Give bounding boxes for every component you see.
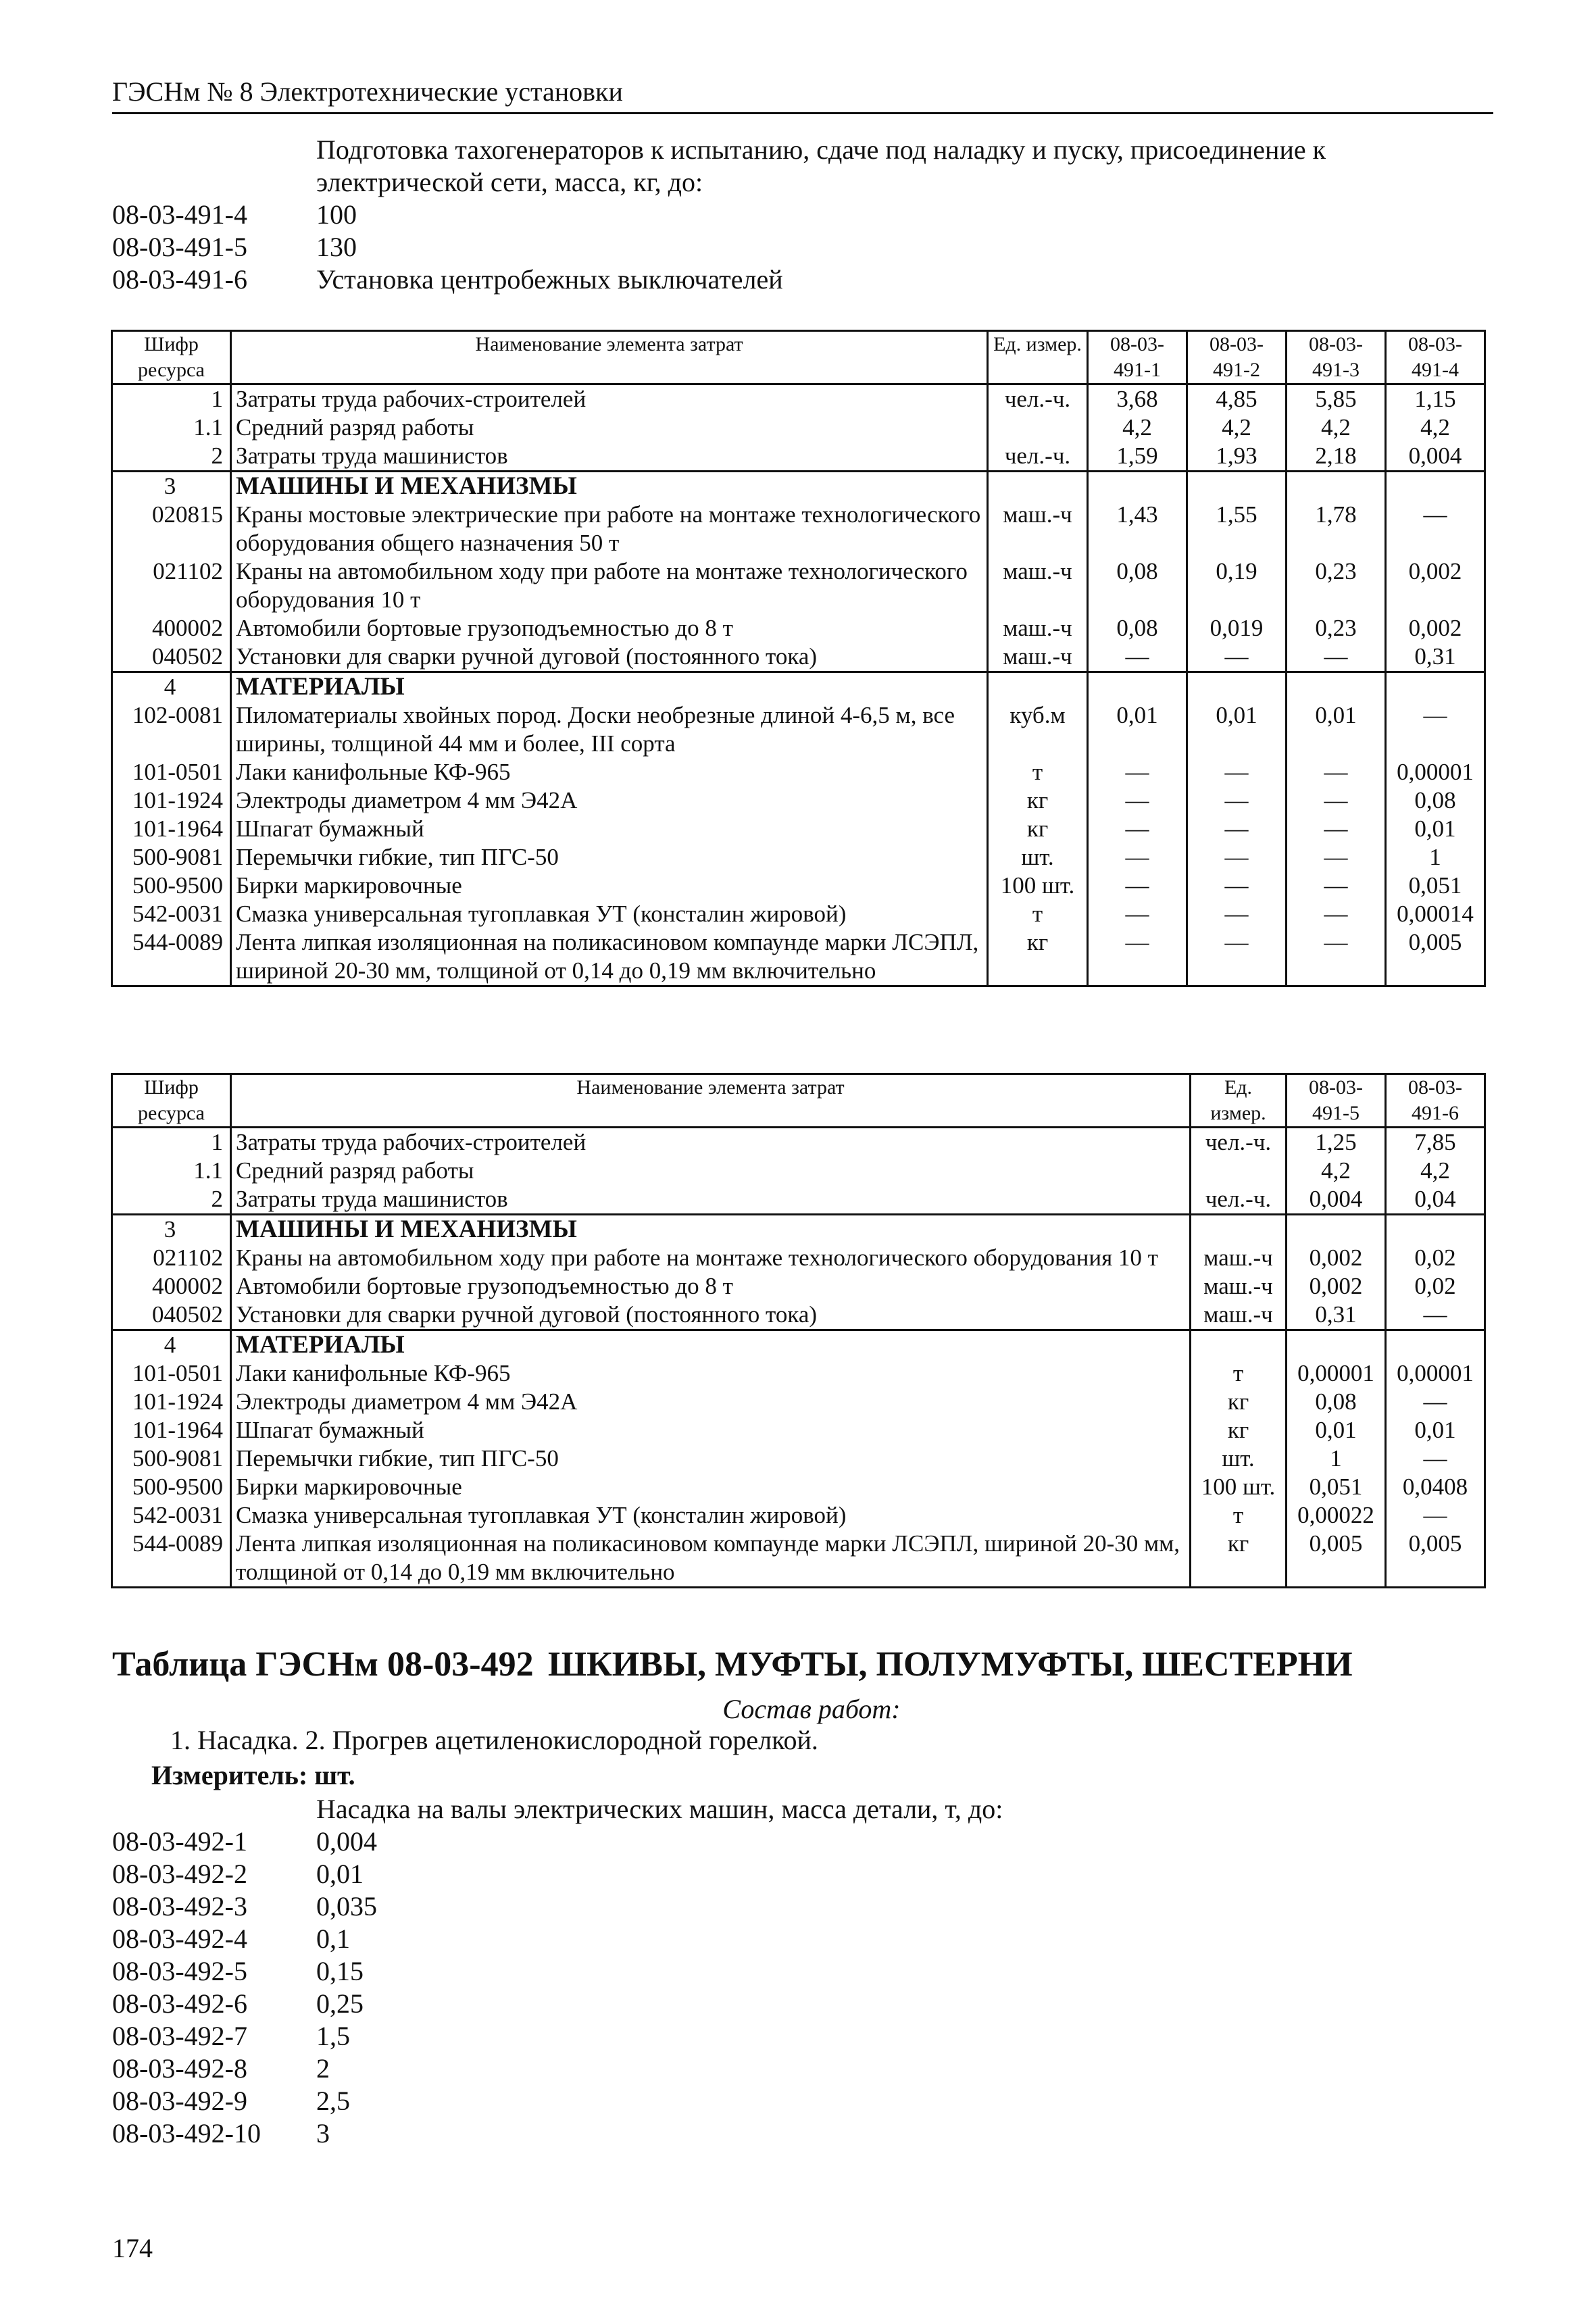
norm-item-code: 08-03-492-5	[112, 1956, 247, 1986]
cell-value: —	[1386, 701, 1485, 758]
table-row	[112, 815, 1485, 843]
cell-name: МАШИНЫ И МЕХАНИЗМЫ	[231, 472, 988, 501]
cell-value	[1386, 1215, 1485, 1244]
norm-item-value: 0,004	[316, 1826, 377, 1857]
norm-item-code: 08-03-492-8	[112, 2053, 247, 2084]
norm-item	[112, 1955, 1003, 1988]
cell-code: 1.1	[112, 1157, 231, 1185]
cell-name: Перемычки гибкие, тип ПГС-50	[231, 843, 988, 872]
cell-unit: маш.-ч	[1191, 1301, 1287, 1330]
cell-value	[1088, 472, 1187, 501]
table-row	[112, 701, 1485, 758]
intro-item-code: 08-03-491-5	[112, 232, 247, 262]
cell-name: Краны на автомобильном ходу при работе на монтаже технологического оборудования 10 т	[231, 1244, 1191, 1272]
cell-value: 4,2	[1088, 413, 1187, 442]
table-header-row	[112, 331, 1485, 384]
cell-value: 0,005	[1386, 928, 1485, 986]
cell-value: 1,25	[1287, 1128, 1386, 1157]
cell-unit	[1191, 1215, 1287, 1244]
cell-unit: чел.-ч.	[1191, 1128, 1287, 1157]
cell-value: 0,01	[1386, 1416, 1485, 1444]
intro-item	[112, 199, 1493, 231]
cell-code: 101-1964	[112, 1416, 231, 1444]
cell-unit: кг	[1191, 1388, 1287, 1416]
norm-item-code: 08-03-492-7	[112, 2021, 247, 2051]
cell-value: 0,01	[1187, 701, 1287, 758]
cell-value: 3,68	[1088, 384, 1187, 414]
cell-value: —	[1187, 872, 1287, 900]
cell-code: 101-1924	[112, 1388, 231, 1416]
cell-value: —	[1088, 872, 1187, 900]
table-row	[112, 1530, 1485, 1588]
table-row	[112, 786, 1485, 815]
cell-unit: маш.-ч	[988, 501, 1088, 557]
norm-item-value: 3	[316, 2118, 330, 2148]
cell-code: 544-0089	[112, 928, 231, 986]
cell-value: 0,00001	[1287, 1359, 1386, 1388]
table-row	[112, 1244, 1485, 1272]
cell-value: 0,00022	[1287, 1501, 1386, 1530]
cell-unit: чел.-ч.	[1191, 1185, 1287, 1215]
cell-name: Бирки маркировочные	[231, 872, 988, 900]
cell-code: 1	[112, 1128, 231, 1157]
cell-value: 0,051	[1386, 872, 1485, 900]
table-row	[112, 1359, 1485, 1388]
cell-value: —	[1287, 900, 1386, 928]
cell-name: МАШИНЫ И МЕХАНИЗМЫ	[231, 1215, 1191, 1244]
norm-item	[112, 1988, 1003, 2020]
cell-value	[1187, 472, 1287, 501]
cell-value: —	[1287, 872, 1386, 900]
cell-value	[1287, 1330, 1386, 1360]
intro-text: Подготовка тахогенераторов к испытанию, сдаче под наладку и пуску, присоединение к электрической сети, масса, кг, до:	[316, 134, 1326, 197]
cell-value	[1287, 672, 1386, 702]
intro-item-code: 08-03-491-4	[112, 199, 247, 230]
cell-name: Затраты труда машинистов	[231, 442, 988, 472]
table-row	[112, 1301, 1485, 1330]
cell-value: 0,00014	[1386, 900, 1485, 928]
table-row	[112, 1157, 1485, 1185]
table-row	[112, 843, 1485, 872]
cell-name: Краны мостовые электрические при работе на монтаже технологического оборудования общего назначения 50 т	[231, 501, 988, 557]
norm-item-code: 08-03-492-1	[112, 1826, 247, 1857]
norm-item-value: 1,5	[316, 2021, 350, 2051]
norm-item	[112, 1890, 1003, 1923]
table-row	[112, 614, 1485, 643]
cell-value: 0,019	[1187, 614, 1287, 643]
norm-item-code: 08-03-492-2	[112, 1859, 247, 1889]
cell-name: Автомобили бортовые грузоподъемностью до 8 т	[231, 1272, 1191, 1301]
cell-code: 400002	[112, 614, 231, 643]
cell-value	[1386, 1330, 1485, 1360]
norm-item	[112, 1826, 1003, 1858]
cell-unit: т	[988, 758, 1088, 786]
cell-value: 0,002	[1287, 1244, 1386, 1272]
cell-value	[1187, 672, 1287, 702]
cell-value: 2,18	[1287, 442, 1386, 472]
col-header-value: 08-03-491-2	[1187, 331, 1287, 384]
cell-value: 0,005	[1287, 1530, 1386, 1588]
cell-name: Смазка универсальная тугоплавкая УТ (консталин жировой)	[231, 1501, 1191, 1530]
col-header-value: 08-03-491-4	[1386, 331, 1485, 384]
cell-value	[1287, 1215, 1386, 1244]
cell-value: 1	[1287, 1444, 1386, 1473]
cell-name: Средний разряд работы	[231, 1157, 1191, 1185]
cell-value: —	[1386, 1301, 1485, 1330]
cell-code: 021102	[112, 1244, 231, 1272]
cell-value: 1,59	[1088, 442, 1187, 472]
intro-item-text: Установка центробежных выключателей	[316, 264, 783, 295]
cell-code: 021102	[112, 557, 231, 614]
cell-value: 0,19	[1187, 557, 1287, 614]
norm-item-code: 08-03-492-3	[112, 1891, 247, 1921]
table-row	[112, 1128, 1485, 1157]
cell-code: 4	[112, 672, 231, 702]
cell-unit: кг	[988, 928, 1088, 986]
cell-value: —	[1187, 900, 1287, 928]
cell-value: 0,08	[1386, 786, 1485, 815]
cell-value: —	[1287, 786, 1386, 815]
norm-item-value: 0,15	[316, 1956, 364, 1986]
col-header-name: Наименование элемента затрат	[231, 331, 988, 384]
cell-value: 0,01	[1287, 701, 1386, 758]
cell-value: 0,31	[1386, 643, 1485, 672]
norm-item-code: 08-03-492-6	[112, 1988, 247, 2019]
norm-item-value: 2	[316, 2053, 330, 2084]
cell-value: 0,00001	[1386, 1359, 1485, 1388]
cell-value: 0,002	[1386, 557, 1485, 614]
cell-value: —	[1187, 758, 1287, 786]
cell-value: —	[1187, 786, 1287, 815]
cell-value: 0,01	[1386, 815, 1485, 843]
cell-code: 101-1964	[112, 815, 231, 843]
cell-value: 0,00001	[1386, 758, 1485, 786]
norm-item	[112, 1923, 1003, 1955]
cell-value: 0,0408	[1386, 1473, 1485, 1501]
cell-value: —	[1088, 786, 1187, 815]
intro-block	[112, 134, 1493, 296]
cell-value: 1,15	[1386, 384, 1485, 414]
cell-value: —	[1088, 643, 1187, 672]
cell-value: 1,93	[1187, 442, 1287, 472]
cell-code: 2	[112, 1185, 231, 1215]
cell-code: 1	[112, 384, 231, 414]
cell-value: —	[1386, 1444, 1485, 1473]
cell-value	[1386, 472, 1485, 501]
cell-code: 4	[112, 1330, 231, 1360]
resource-table-1	[111, 330, 1486, 987]
cell-unit: 100 шт.	[988, 872, 1088, 900]
col-header-code: Шифр ресурса	[112, 331, 231, 384]
cell-value: —	[1088, 928, 1187, 986]
cell-code: 3	[112, 1215, 231, 1244]
cell-code: 101-1924	[112, 786, 231, 815]
intro-item-code: 08-03-491-6	[112, 264, 247, 295]
cell-value: —	[1088, 843, 1187, 872]
table-row	[112, 1501, 1485, 1530]
cell-code: 1.1	[112, 413, 231, 442]
cell-value: 0,04	[1386, 1185, 1485, 1215]
cell-value: 4,2	[1386, 413, 1485, 442]
table-row	[112, 557, 1485, 614]
cell-unit: 100 шт.	[1191, 1473, 1287, 1501]
cell-name: Электроды диаметром 4 мм Э42А	[231, 786, 988, 815]
cell-code: 500-9081	[112, 843, 231, 872]
table-header-row	[112, 1074, 1485, 1128]
cell-value: —	[1386, 1501, 1485, 1530]
cell-name: Лента липкая изоляционная на поликасиновом компаунде марки ЛСЭПЛ, шириной 20-30 мм, толщиной от 0,14 до 0,19 мм включительно	[231, 928, 988, 986]
norm-item-value: 2,5	[316, 2086, 350, 2116]
meter-label: Измеритель:	[151, 1760, 308, 1790]
cell-code: 101-0501	[112, 758, 231, 786]
table-row	[112, 1473, 1485, 1501]
table-body	[112, 1128, 1485, 1588]
norm-item-code: 08-03-492-10	[112, 2118, 261, 2148]
cell-value: 0,31	[1287, 1301, 1386, 1330]
norm-list-intro: Насадка на валы электрических машин, масса детали, т, до:	[316, 1794, 1003, 1824]
norm-item-value: 0,1	[316, 1923, 350, 1954]
cell-value: 0,01	[1088, 701, 1187, 758]
cell-unit	[988, 413, 1088, 442]
cell-code: 500-9500	[112, 1473, 231, 1501]
cell-code: 544-0089	[112, 1530, 231, 1588]
table-row	[112, 1388, 1485, 1416]
cell-name: Затраты труда машинистов	[231, 1185, 1191, 1215]
cell-code: 400002	[112, 1272, 231, 1301]
cell-code: 101-0501	[112, 1359, 231, 1388]
cell-unit: кг	[988, 815, 1088, 843]
cell-value: 5,85	[1287, 384, 1386, 414]
col-header-value: 08-03-491-6	[1386, 1074, 1485, 1128]
cell-unit	[1191, 1330, 1287, 1360]
cell-value	[1088, 672, 1187, 702]
cell-code: 542-0031	[112, 1501, 231, 1530]
running-header: ГЭСНм № 8 Электротехнические установки	[112, 76, 1493, 114]
col-header-value: 08-03-491-3	[1287, 331, 1386, 384]
cell-value: —	[1088, 758, 1187, 786]
table-row	[112, 900, 1485, 928]
cell-name: Установки для сварки ручной дуговой (постоянного тока)	[231, 1301, 1191, 1330]
norm-list	[112, 1793, 1003, 2150]
cell-name: Автомобили бортовые грузоподъемностью до 8 т	[231, 614, 988, 643]
cell-name: Лаки канифольные КФ-965	[231, 758, 988, 786]
cell-value: 7,85	[1386, 1128, 1485, 1157]
table-row	[112, 643, 1485, 672]
cell-code: 040502	[112, 1301, 231, 1330]
section-name: ШКИВЫ, МУФТЫ, ПОЛУМУФТЫ, ШЕСТЕРНИ	[548, 1645, 1353, 1684]
cell-unit: кг	[1191, 1416, 1287, 1444]
cell-unit: маш.-ч	[988, 643, 1088, 672]
table-row	[112, 384, 1485, 414]
cell-name: Шпагат бумажный	[231, 815, 988, 843]
section-title	[112, 1643, 1493, 1686]
cell-value: 1	[1386, 843, 1485, 872]
cell-value: —	[1287, 758, 1386, 786]
cell-unit: куб.м	[988, 701, 1088, 758]
cell-unit: маш.-ч	[1191, 1244, 1287, 1272]
table-row	[112, 501, 1485, 557]
cell-code: 102-0081	[112, 701, 231, 758]
cell-value: 0,08	[1088, 614, 1187, 643]
table-row	[112, 1215, 1485, 1244]
table-row	[112, 1444, 1485, 1473]
cell-name: Затраты труда рабочих-строителей	[231, 1128, 1191, 1157]
norm-item-code: 08-03-492-4	[112, 1923, 247, 1954]
cell-name: Пиломатериалы хвойных пород. Доски необрезные длиной 4-6,5 м, все ширины, толщиной 44 мм и более, III сорта	[231, 701, 988, 758]
norm-item	[112, 2020, 1003, 2053]
cell-unit: чел.-ч.	[988, 442, 1088, 472]
cell-unit	[988, 672, 1088, 702]
col-header-value: 08-03-491-1	[1088, 331, 1187, 384]
cell-value: 1,78	[1287, 501, 1386, 557]
cell-unit: шт.	[1191, 1444, 1287, 1473]
cell-value: 1,55	[1187, 501, 1287, 557]
cell-value: —	[1386, 1388, 1485, 1416]
cell-code: 2	[112, 442, 231, 472]
cell-name: Краны на автомобильном ходу при работе на монтаже технологического оборудования 10 т	[231, 557, 988, 614]
norm-item-value: 0,035	[316, 1891, 377, 1921]
cell-unit	[988, 472, 1088, 501]
cell-name: Затраты труда рабочих-строителей	[231, 384, 988, 414]
cell-value: 0,23	[1287, 557, 1386, 614]
intro-item-text: 100	[316, 199, 357, 230]
cell-unit: т	[1191, 1359, 1287, 1388]
cell-value: 4,2	[1287, 413, 1386, 442]
cell-value: 4,2	[1386, 1157, 1485, 1185]
cell-value	[1386, 672, 1485, 702]
cell-unit: чел.-ч.	[988, 384, 1088, 414]
cell-value: 0,004	[1386, 442, 1485, 472]
cell-name: Бирки маркировочные	[231, 1473, 1191, 1501]
col-header-unit: Ед. измер.	[1191, 1074, 1287, 1128]
cell-value: —	[1187, 643, 1287, 672]
cell-code: 040502	[112, 643, 231, 672]
table-row	[112, 1416, 1485, 1444]
table-row	[112, 758, 1485, 786]
cell-name: Электроды диаметром 4 мм Э42А	[231, 1388, 1191, 1416]
cell-name: Смазка универсальная тугоплавкая УТ (консталин жировой)	[231, 900, 988, 928]
cell-unit: маш.-ч	[988, 557, 1088, 614]
cell-value	[1287, 472, 1386, 501]
cell-name: МАТЕРИАЛЫ	[231, 1330, 1191, 1360]
cell-code: 500-9500	[112, 872, 231, 900]
cell-unit: т	[988, 900, 1088, 928]
cell-name: Установки для сварки ручной дуговой (постоянного тока)	[231, 643, 988, 672]
page-number: 174	[112, 2233, 153, 2263]
cell-name: Шпагат бумажный	[231, 1416, 1191, 1444]
table-row	[112, 928, 1485, 986]
cell-code: 020815	[112, 501, 231, 557]
cell-value: —	[1287, 928, 1386, 986]
norm-items	[112, 1826, 1003, 2150]
works-text: 1. Насадка. 2. Прогрев ацетиленокислородной горелкой.	[170, 1725, 818, 1755]
cell-value: —	[1187, 928, 1287, 986]
norm-item	[112, 2117, 1003, 2150]
table-row	[112, 872, 1485, 900]
resource-table-2	[111, 1073, 1486, 1588]
cell-name: Лаки канифольные КФ-965	[231, 1359, 1191, 1388]
norm-item-code: 08-03-492-9	[112, 2086, 247, 2116]
cell-value: 0,004	[1287, 1185, 1386, 1215]
cell-value: 0,08	[1088, 557, 1187, 614]
meter-value: шт.	[314, 1760, 355, 1790]
cell-name: Перемычки гибкие, тип ПГС-50	[231, 1444, 1191, 1473]
cell-value: —	[1287, 843, 1386, 872]
col-header-value: 08-03-491-5	[1287, 1074, 1386, 1128]
cell-name: Лента липкая изоляционная на поликасиновом компаунде марки ЛСЭПЛ, шириной 20-30 мм, толщиной от 0,14 до 0,19 мм включительно	[231, 1530, 1191, 1588]
col-header-unit: Ед. измер.	[988, 331, 1088, 384]
cell-code: 542-0031	[112, 900, 231, 928]
norm-item-value: 0,01	[316, 1859, 364, 1889]
cell-value: —	[1088, 900, 1187, 928]
col-header-code: Шифр ресурса	[112, 1074, 231, 1128]
col-header-name: Наименование элемента затрат	[231, 1074, 1191, 1128]
table-body	[112, 384, 1485, 986]
cell-value: 0,08	[1287, 1388, 1386, 1416]
cell-value: —	[1287, 643, 1386, 672]
intro-item-text: 130	[316, 232, 357, 262]
table-row	[112, 672, 1485, 702]
cell-value: 0,005	[1386, 1530, 1485, 1588]
cell-value: —	[1187, 815, 1287, 843]
intro-row	[112, 134, 1493, 199]
cell-value: 4,2	[1187, 413, 1287, 442]
cell-value: —	[1088, 815, 1187, 843]
cell-unit: маш.-ч	[1191, 1272, 1287, 1301]
cell-unit: шт.	[988, 843, 1088, 872]
cell-value: 0,002	[1287, 1272, 1386, 1301]
cell-unit: кг	[988, 786, 1088, 815]
cell-value: 0,02	[1386, 1244, 1485, 1272]
table-row	[112, 1185, 1485, 1215]
cell-value: 0,01	[1287, 1416, 1386, 1444]
cell-value: 0,02	[1386, 1272, 1485, 1301]
cell-value: —	[1287, 815, 1386, 843]
cell-unit: маш.-ч	[988, 614, 1088, 643]
norm-item	[112, 1858, 1003, 1890]
intro-item	[112, 263, 1493, 296]
intro-item	[112, 231, 1493, 263]
meter	[151, 1759, 355, 1792]
cell-value: 4,2	[1287, 1157, 1386, 1185]
cell-unit	[1191, 1157, 1287, 1185]
cell-value: 0,051	[1287, 1473, 1386, 1501]
table-row	[112, 1330, 1485, 1360]
cell-unit: кг	[1191, 1530, 1287, 1588]
cell-value: 0,002	[1386, 614, 1485, 643]
cell-name: Средний разряд работы	[231, 413, 988, 442]
cell-value: 4,85	[1187, 384, 1287, 414]
cell-value: —	[1187, 843, 1287, 872]
table-row	[112, 413, 1485, 442]
cell-code: 500-9081	[112, 1444, 231, 1473]
section-code: Таблица ГЭСНм 08-03-492	[112, 1645, 534, 1684]
cell-unit: т	[1191, 1501, 1287, 1530]
norm-item	[112, 2053, 1003, 2085]
table-row	[112, 472, 1485, 501]
cell-value: —	[1386, 501, 1485, 557]
norm-item	[112, 2085, 1003, 2117]
table-row	[112, 442, 1485, 472]
works-title: Состав работ:	[722, 1694, 901, 1724]
norm-item-value: 0,25	[316, 1988, 364, 2019]
table-row	[112, 1272, 1485, 1301]
cell-name: МАТЕРИАЛЫ	[231, 672, 988, 702]
cell-value: 1,43	[1088, 501, 1187, 557]
cell-code: 3	[112, 472, 231, 501]
cell-value: 0,23	[1287, 614, 1386, 643]
